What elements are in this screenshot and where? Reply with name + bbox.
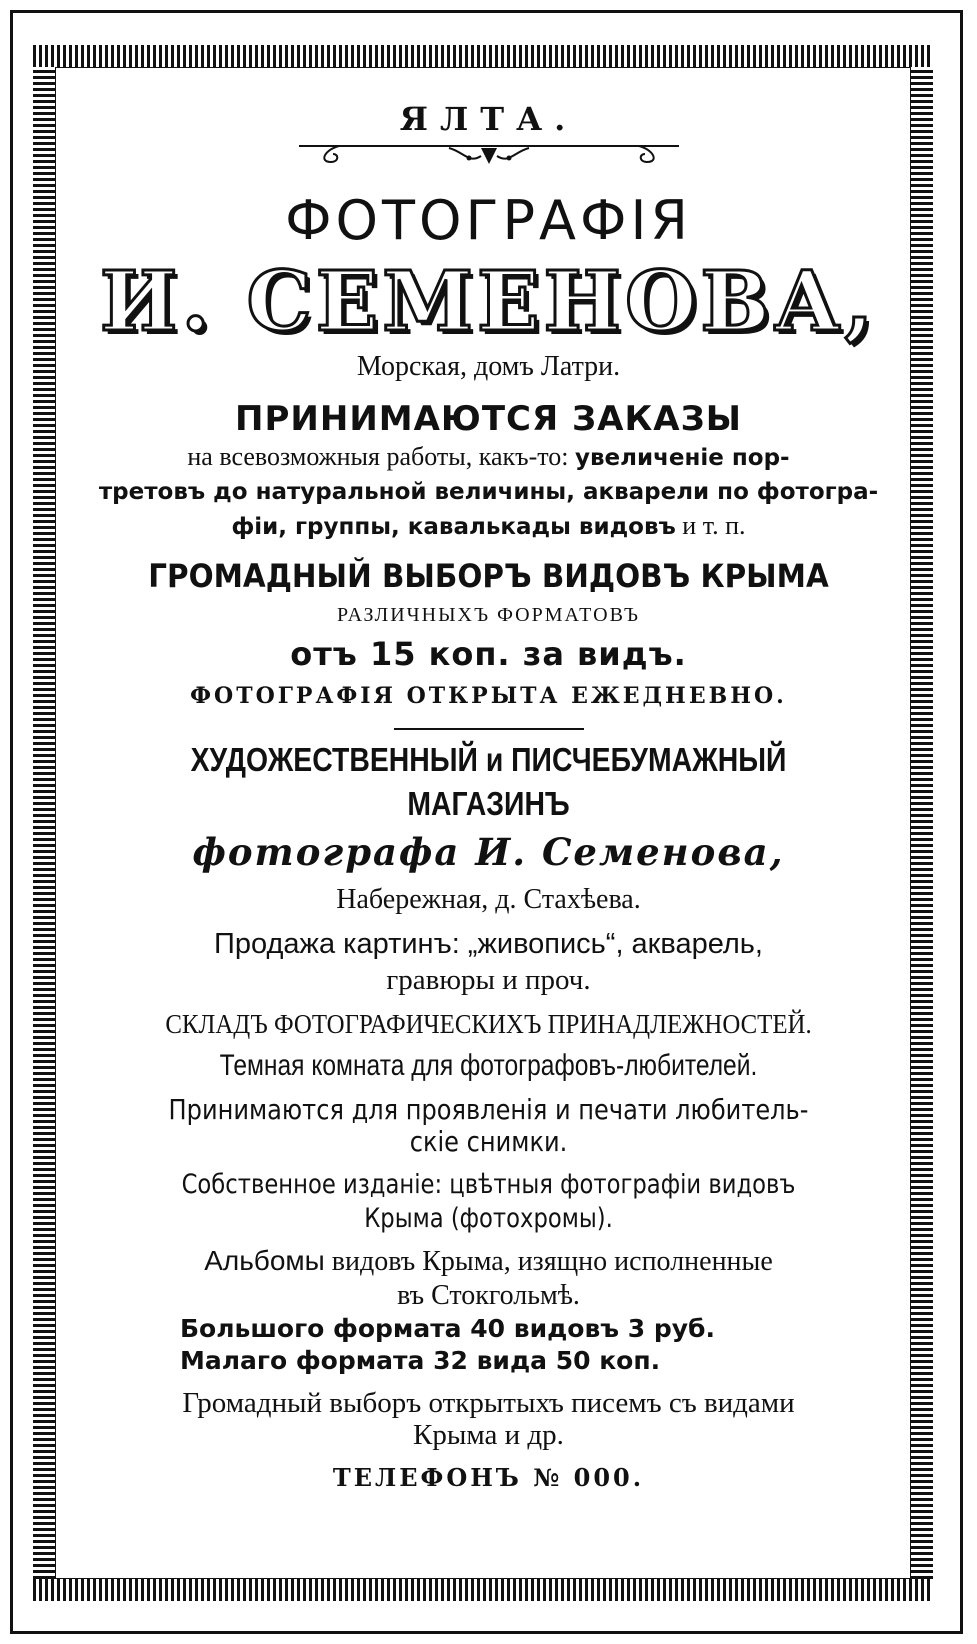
orders-heading: ПРИНИМАЮТСЯ ЗАКАЗЫ <box>235 399 742 439</box>
amateur-line-2: скіе снимки. <box>409 1125 568 1158</box>
albums-line-2: въ Стокгольмѣ. <box>397 1280 580 1311</box>
views-heading: ГРОМАДНЫЙ ВЫБОРЪ ВИДОВЪ КРЫМА <box>148 557 829 595</box>
open-daily-line: ФОТОГРАФІЯ ОТКРЫТА ЕЖЕДНЕВНО. <box>190 683 787 709</box>
formats-line: РАЗЛИЧНЫХЪ ФОРМАТОВЪ <box>337 604 640 626</box>
sale-line-2: гравюры и проч. <box>386 964 591 996</box>
studio-address: Морская, домъ Латри. <box>356 351 621 382</box>
orders-description <box>62 440 915 544</box>
studio-owner-name: И. СЕМЕНОВА, <box>99 254 878 350</box>
price-line: отъ 15 коп. за видъ. <box>290 635 687 673</box>
studio-title: ФОТОГРАФІЯ <box>285 189 692 252</box>
shop-heading: ХУДОЖЕСТВЕННЫЙ и ПИСЧЕБУМАЖНЫЙ МАГАЗИНЪ <box>190 741 787 822</box>
shop-owner: фотографа И. Семенова, <box>192 830 785 874</box>
albums-text <box>62 1244 915 1313</box>
city-heading: ЯЛТА. <box>399 100 578 138</box>
orders-line-5: и т. п. <box>682 511 746 540</box>
large-format-line: Большого формата 40 видовъ 3 руб. <box>180 1314 716 1343</box>
orders-line-3: третовъ до натуральной величины, акварели по фотогра- <box>98 479 879 505</box>
own-edition-line-1: Собственное изданіе: цвѣтныя фотографіи видовъ <box>181 1169 796 1200</box>
phone-line: ТЕЛЕФОНЪ № 000. <box>332 1463 645 1492</box>
sale-line-1: Продажа картинъ: „живопись“, акварель, <box>214 928 763 960</box>
small-format-line: Малаго формата 32 вида 50 коп. <box>180 1346 661 1375</box>
albums-rest: видовъ Крыма, изящно исполненные <box>331 1246 773 1277</box>
scroll-ornament-icon <box>299 142 679 168</box>
sale-text <box>62 926 915 998</box>
postcards-line-2: Крыма и др. <box>413 1419 564 1451</box>
amateur-text <box>122 1094 856 1158</box>
shop-address: Набережная, д. Стахѣева. <box>336 884 641 915</box>
postcards-line-1: Громадный выборъ открытыхъ писемъ съ видами <box>182 1387 795 1419</box>
own-edition-line-2: Крыма (фотохромы). <box>364 1203 613 1234</box>
orders-line-4: фіи, группы, кавалькады видовъ <box>231 514 676 540</box>
hatched-frame-left <box>33 67 55 1579</box>
albums-word: Альбомы <box>204 1245 325 1276</box>
darkroom-line: Темная комната для фотографовъ-любителей. <box>219 1049 758 1082</box>
orders-line-2: увеличеніе пор- <box>575 445 790 471</box>
store-line: СКЛАДЪ ФОТОГРАФИЧЕСКИХЪ ПРИНАДЛЕЖНОСТЕЙ. <box>165 1009 812 1039</box>
amateur-line-1: Принимаются для проявленія и печати любитель- <box>168 1093 809 1126</box>
advertisement <box>62 70 915 1590</box>
orders-line-1: на всевозможныя работы, какъ-то: <box>187 442 569 471</box>
own-edition-text <box>130 1168 847 1236</box>
section-divider <box>394 728 584 730</box>
postcards-text <box>62 1387 915 1451</box>
